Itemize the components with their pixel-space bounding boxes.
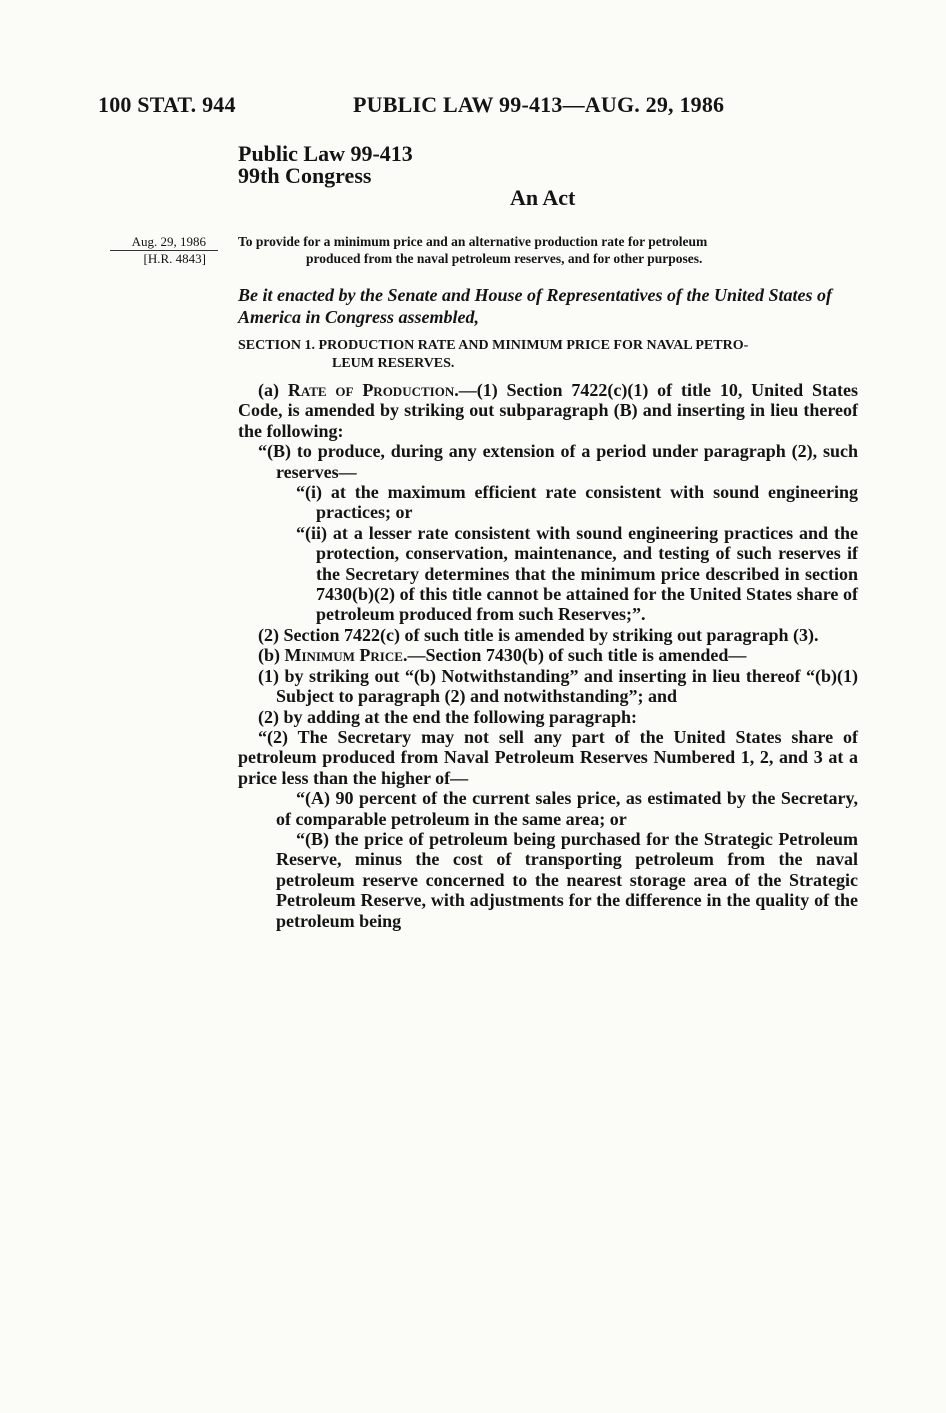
quoted-subparagraph-B: “(B) the price of petroleum being purchased for the Strategic Petroleum Reserve, minus the cost of transporting petroleum from the naval petroleum reserve concerned to the nearest storage area of the Strategic Petroleum Reserve, with adjustments for the difference in the quality of the petroleum being bbox=[276, 828, 858, 931]
quoted-subparagraph-A: “(A) 90 percent of the current sales price, as estimated by the Secretary, of comparable petroleum in the same area; or bbox=[276, 788, 858, 829]
subsection-b: (b) Minimum Price.—Section 7430(b) of such title is amended— bbox=[258, 645, 747, 666]
paragraph-b2: (2) by adding at the end the following paragraph: bbox=[258, 706, 638, 727]
quoted-clause-i: “(i) at the maximum efficient rate consistent with sound engineering practices; or bbox=[296, 482, 858, 523]
section-heading-line-2: LEUM RESERVES. bbox=[332, 356, 455, 371]
caption-rate-of-production: Rate of Production bbox=[287, 380, 455, 400]
purpose-clause bbox=[238, 233, 858, 267]
enacting-clause: Be it enacted by the Senate and House of Representatives of the United States of America in Congress assembled, bbox=[238, 285, 832, 327]
running-title: PUBLIC LAW 99-413—AUG. 29, 1986 bbox=[353, 92, 725, 117]
section-heading-line-1: SECTION 1. PRODUCTION RATE AND MINIMUM PRICE FOR NAVAL PETRO- bbox=[238, 338, 749, 353]
purpose-line-1: To provide for a minimum price and an alternative production rate for petroleum bbox=[238, 234, 708, 249]
caption-minimum-price: Minimum Price bbox=[284, 645, 403, 666]
act-label: An Act bbox=[510, 185, 576, 210]
margin-note-bill: [H.R. 4843] bbox=[143, 251, 206, 266]
quoted-clause-ii: “(ii) at a lesser rate consistent with sound engineering practices and the protection, conservation, maintenance, and testing of such reserves if the Secretary determines that the minimum price described in section 7430(b)(2) of this title cannot be attained for the United States share of petroleum produced from such Reserves;”. bbox=[296, 522, 858, 625]
subsection-a: (a) Rate of Production.—(1) Section 7422(c)(1) of title 10, United States Code, is amended by striking out subparagraph (B) and inserting in lieu thereof the following: bbox=[238, 380, 858, 441]
purpose-line-2: produced from the naval petroleum reserves, and for other purposes. bbox=[306, 251, 703, 266]
quoted-paragraph-2: “(2) The Secretary may not sell any part of the United States share of petroleum produced from Naval Petroleum Reserves Numbered 1, 2, and 3 at a price less than the higher of— bbox=[238, 726, 858, 788]
page-reference: 100 STAT. 944 bbox=[98, 92, 236, 117]
paragraph-a2: (2) Section 7422(c) of such title is amended by striking out paragraph (3). bbox=[258, 624, 819, 645]
quoted-subparagraph-b: “(B) to produce, during any extension of a period under paragraph (2), such reserves— bbox=[258, 441, 858, 482]
public-law-number: Public Law 99-413 bbox=[238, 141, 413, 166]
section-heading bbox=[238, 337, 858, 373]
statute-body bbox=[238, 380, 858, 931]
margin-note-date: Aug. 29, 1986 bbox=[131, 234, 206, 249]
paragraph-b1: (1) by striking out “(b) Notwithstanding” and inserting in lieu thereof “(b)(1) Subject to paragraph (2) and notwithstanding”; and bbox=[258, 665, 858, 707]
congress-label: 99th Congress bbox=[238, 163, 372, 188]
